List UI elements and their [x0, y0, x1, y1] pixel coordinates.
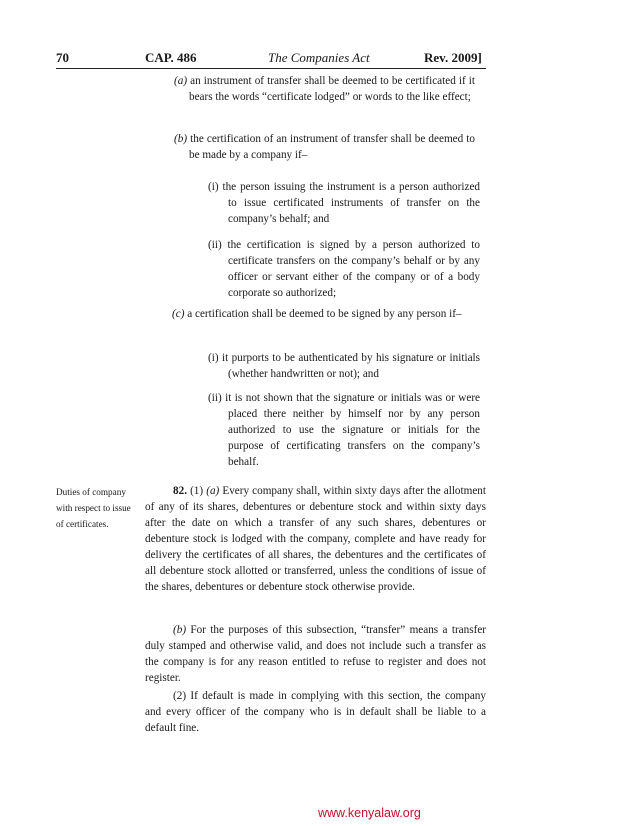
clause-b-item-ii-text: the certification is signed by a person authorized to certificate transfers on the company’s behalf or by any officer or servant either of the company or of a body corporate so authorized; [227, 239, 481, 299]
paragraph-b-label: (b) [173, 624, 187, 636]
clause-c-item-i [208, 350, 480, 382]
header-rule [56, 68, 486, 69]
clause-c-item-ii-label: (ii) [208, 392, 222, 404]
chapter-label: CAP. 486 [145, 50, 197, 65]
clause-b-label: (b) [174, 133, 188, 145]
revision-label: Rev. 2009] [424, 50, 482, 65]
section-82-1a [145, 483, 486, 595]
clause-c-text: a certification shall be deemed to be signed by any person if– [187, 308, 462, 320]
clause-b-item-ii-label: (ii) [208, 239, 222, 251]
clause-b-text: the certification of an instrument of transfer shall be deemed to be made by a company if– [189, 133, 475, 161]
clause-b-item-i [208, 179, 480, 227]
subsection-2-text: If default is made in complying with this section, the company and every officer of the company who is in default shall be liable to a default fine. [145, 690, 486, 734]
clause-c-label: (c) [172, 308, 185, 320]
section-82-2 [145, 688, 486, 736]
clause-a-label: (a) [174, 75, 188, 87]
clause-c-item-i-text: it purports to be authenticated by his signature or initials (whether handwritten or not); and [221, 352, 480, 380]
act-title: The Companies Act [268, 50, 370, 65]
page-number: 70 [56, 50, 69, 65]
clause-b-item-i-text: the person issuing the instrument is a person authorized to issue certificated instruments of transfer on the company’s behalf; and [222, 181, 481, 225]
clause-c [172, 306, 475, 322]
clause-b-item-i-label: (i) [208, 181, 219, 193]
clause-a-text: an instrument of transfer shall be deemed to be certificated if it bears the words “certificate lodged” or words to the like effect; [189, 75, 476, 103]
clause-c-item-i-label: (i) [208, 352, 219, 364]
clause-a [174, 73, 475, 105]
kenyalaw-link[interactable]: www.kenyalaw.org [318, 806, 421, 820]
subsection-1-label: (1) [190, 485, 204, 497]
paragraph-a-text: Every company shall, within sixty days after the allotment of any of its shares, debentures or debenture stock and within sixty days after the date on which a transfer of any such shares, debentures or debenture stock is lodged with the company, complete and have ready for delivery the certificates of all shares, the debentures and the certificates of all debenture stock allotted or transferred, unless the conditions of issue of the shares, debentures or debenture stock otherwise provide. [145, 485, 487, 593]
section-number: 82. [173, 485, 187, 497]
clause-c-item-ii-text: it is not shown that the signature or initials was or were placed there neither by himself nor by any person authorized to use the signature or initials for the purpose of certificating transfers on the company’s behalf. [225, 392, 481, 468]
clause-b [174, 131, 475, 163]
margin-note: Duties of company with respect to issue of certificates. [56, 487, 131, 529]
paragraph-a-label: (a) [206, 485, 220, 497]
clause-b-item-ii [208, 237, 480, 301]
paragraph-b-text: For the purposes of this subsection, “transfer” means a transfer duly stamped and otherwise valid, and does not include such a transfer as the company is for any reason entitled to refuse to register and does not register. [145, 624, 487, 684]
section-82-1b [145, 622, 486, 686]
subsection-2-label: (2) [173, 690, 187, 702]
clause-c-item-ii [208, 390, 480, 470]
